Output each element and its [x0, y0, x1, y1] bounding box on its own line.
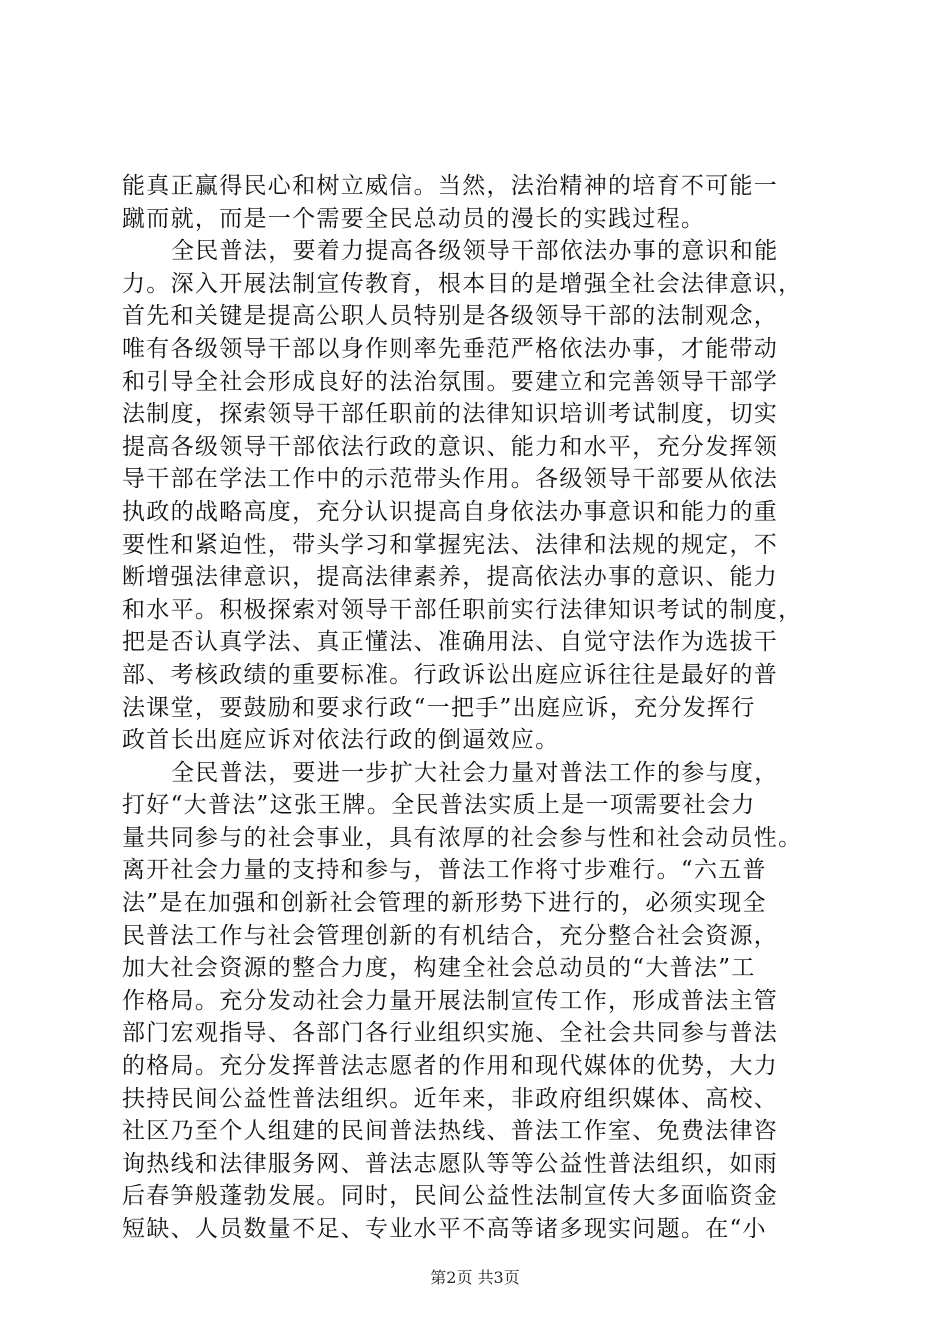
text-line: 扶持民间公益性普法组织。近年来，非政府组织媒体、高校、	[122, 1085, 779, 1112]
page-footer: 第2页 共3页	[430, 1268, 520, 1287]
text-line: 作格局。充分发动社会力量开展法制宣传工作，形成普法主管	[122, 987, 779, 1014]
text-line: 政首长出庭应诉对依法行政的倒逼效应。	[122, 727, 560, 754]
text-line: 后春笋般蓬勃发展。同时，民间公益性法制宣传大多面临资金	[122, 1183, 779, 1210]
text-line: 离开社会力量的支持和参与，普法工作将寸步难行。“六五普	[122, 857, 767, 884]
text-line: 的格局。充分发挥普法志愿者的作用和现代媒体的优势，大力	[122, 1053, 779, 1080]
text-line: 能真正赢得民心和树立威信。当然，法治精神的培育不可能一	[122, 173, 779, 199]
text-line: 部、考核政绩的重要标准。行政诉讼出庭应诉往往是最好的普	[122, 661, 779, 688]
text-line: 力。深入开展法制宣传教育，根本目的是增强全社会法律意识，	[122, 270, 803, 297]
text-line: 把是否认真学法、真正懂法、准确用法、自觉守法作为选拔干	[122, 629, 779, 656]
text-line: 断增强法律意识，提高法律素养，提高依法办事的意识、能力	[122, 564, 779, 591]
text-line: 民普法工作与社会管理创新的有机结合，充分整合社会资源，	[122, 922, 779, 949]
text-line: 加大社会资源的整合力度，构建全社会总动员的“大普法”工	[122, 955, 756, 982]
text-line: 询热线和法律服务网、普法志愿队等等公益性普法组织，如雨	[122, 1150, 779, 1177]
text-line: 部门宏观指导、各部门各行业组织实施、全社会共同参与普法	[122, 1020, 779, 1047]
text-line: 首先和关键是提高公职人员特别是各级领导干部的法制观念，	[122, 303, 779, 330]
text-line: 和引导全社会形成良好的法治氛围。要建立和完善领导干部学	[122, 368, 779, 395]
body-text	[122, 170, 842, 1246]
text-line: 提高各级领导干部依法行政的意识、能力和水平，充分发挥领	[122, 433, 779, 460]
text-line: 要性和紧迫性，带头学习和掌握宪法、法律和法规的规定，不	[122, 531, 779, 558]
text-line: 全民普法，要进一步扩大社会力量对普法工作的参与度，	[171, 759, 779, 786]
text-line: 法制度，探索领导干部任职前的法律知识培训考试制度，切实	[122, 401, 779, 428]
text-line: 全民普法，要着力提高各级领导干部依法办事的意识和能	[171, 238, 779, 265]
text-line: 导干部在学法工作中的示范带头作用。各级领导干部要从依法	[122, 466, 779, 493]
text-line: 执政的战略高度，充分认识提高自身依法办事意识和能力的重	[122, 498, 779, 525]
text-line: 和水平。积极探索对领导干部任职前实行法律知识考试的制度，	[122, 596, 803, 623]
text-line: 法课堂，要鼓励和要求行政“一把手”出庭应诉，充分发挥行	[122, 694, 756, 721]
text-line: 量共同参与的社会事业，具有浓厚的社会参与性和社会动员性。	[122, 824, 803, 851]
text-line: 法”是在加强和创新社会管理的新形势下进行的，必须实现全	[122, 890, 767, 917]
text-line: 蹴而就，而是一个需要全民总动员的漫长的实践过程。	[122, 205, 706, 232]
text-line: 打好“大普法”这张王牌。全民普法实质上是一项需要社会力	[122, 792, 756, 819]
text-line: 社区乃至个人组建的民间普法热线、普法工作室、免费法律咨	[122, 1118, 779, 1145]
text-line: 唯有各级领导干部以身作则率先垂范严格依法办事，才能带动	[122, 335, 779, 362]
text-line: 短缺、人员数量不足、专业水平不高等诸多现实问题。在“小	[122, 1216, 767, 1242]
